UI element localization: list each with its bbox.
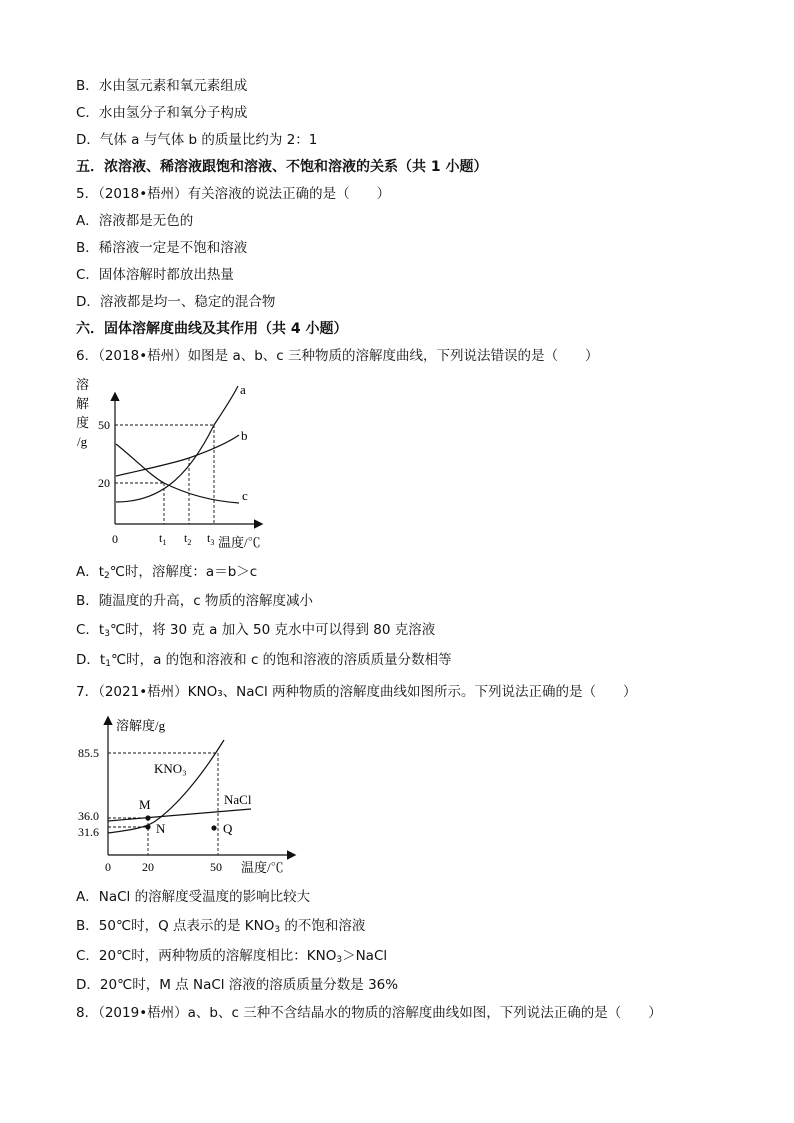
curve-nacl (108, 809, 251, 821)
x-tick-t2: $t_2$ (184, 531, 192, 547)
x-axis-label: 温度/℃ (241, 860, 284, 875)
y-tick-85-5: 85.5 (78, 746, 99, 760)
ylabel-1: 溶 (76, 377, 90, 392)
curve-a (116, 386, 238, 502)
question-6: 6．（2018•梧州）如图是 a、b、c 三种物质的溶解度曲线，下列说法错误的是（ ） (76, 348, 599, 364)
ylabel-3: 度 (76, 415, 90, 430)
q6-option-b: B．随温度的升高，c 物质的溶解度减小 (76, 593, 313, 609)
q6-option-d: D．$t_1℃$时，a 的饱和溶液和 c 的饱和溶液的溶质质量分数相等 (76, 652, 452, 669)
point-q-label: Q (223, 821, 233, 836)
question-7: 7．（2021•梧州）KNO₃、NaCl 两种物质的溶解度曲线如图所示。下列说法正确的是（ ） (76, 684, 637, 700)
q5-option-c: C．固体溶解时都放出热量 (76, 267, 234, 283)
q7-option-c: C．20℃时，两种物质的溶解度相比：$KNO_3>NaCl$ (76, 948, 388, 965)
point-m (145, 815, 150, 820)
x-tick-t3: $t_3$ (207, 531, 215, 547)
point-q (211, 825, 216, 830)
q6-option-a: A．$t_2℃$时，溶解度：a＝b＞c (76, 564, 258, 581)
point-n-label: N (156, 821, 166, 836)
point-n (145, 824, 150, 829)
solubility-chart-kno3-nacl (76, 712, 300, 880)
curve-c (116, 444, 239, 503)
q6-option-c: C．$t_3℃$时，将 30 克 a 加入 50 克水中可以得到 80 克溶液 (76, 622, 436, 639)
q5-option-a: A．溶液都是无色的 (76, 213, 194, 229)
nacl-label: NaCl (224, 792, 252, 807)
ylabel-4: /g (77, 434, 88, 449)
x-tick-50: 50 (210, 860, 222, 874)
kno3-label: KNO₃ (154, 761, 187, 776)
q7-option-a: A．NaCl 的溶解度受温度的影响比较大 (76, 889, 311, 905)
q5-option-b: B．稀溶液一定是不饱和溶液 (76, 240, 248, 256)
x-axis-label: 温度/℃ (218, 535, 261, 550)
solubility-chart-abc (76, 372, 276, 554)
option-b-water: B．水由氢元素和氧元素组成 (76, 78, 248, 94)
point-m-label: M (139, 797, 151, 812)
curve-b (116, 435, 239, 476)
origin-label: 0 (112, 532, 118, 546)
ylabel-2: 解 (76, 396, 90, 411)
section-6-heading: 六．固体溶解度曲线及其作用（共 4 小题） (76, 321, 348, 337)
curve-b-label: b (241, 428, 248, 443)
q5-option-d: D．溶液都是均一、稳定的混合物 (76, 294, 276, 310)
question-8: 8．（2019•梧州）a、b、c 三种不含结晶水的物质的溶解度曲线如图，下列说法正确的是（ ） (76, 1005, 662, 1021)
y-tick-20: 20 (98, 476, 110, 490)
q7-option-d: D．20℃时，M 点 NaCl 溶液的溶质质量分数是 36% (76, 977, 399, 993)
y-tick-50: 50 (98, 418, 110, 432)
x-tick-20: 20 (142, 860, 154, 874)
y-tick-31-6: 31.6 (78, 825, 99, 839)
curve-c-label: c (242, 488, 248, 503)
x-tick-t1: $t_1$ (159, 531, 167, 547)
option-d-water: D．气体 a 与气体 b 的质量比约为 2：1 (76, 132, 318, 148)
x-tick-0: 0 (105, 860, 111, 874)
y-axis-label: 溶解度/g (116, 718, 166, 733)
option-c-water: C．水由氢分子和氧分子构成 (76, 105, 248, 121)
q7-option-b: B．50℃时，Q 点表示的是 $KNO_3$ 的不饱和溶液 (76, 918, 366, 935)
y-tick-36-0: 36.0 (78, 809, 99, 823)
question-5: 5．（2018•梧州）有关溶液的说法正确的是（ ） (76, 186, 391, 202)
curve-a-label: a (240, 382, 246, 397)
section-5-heading: 五．浓溶液、稀溶液跟饱和溶液、不饱和溶液的关系（共 1 小题） (76, 159, 488, 175)
